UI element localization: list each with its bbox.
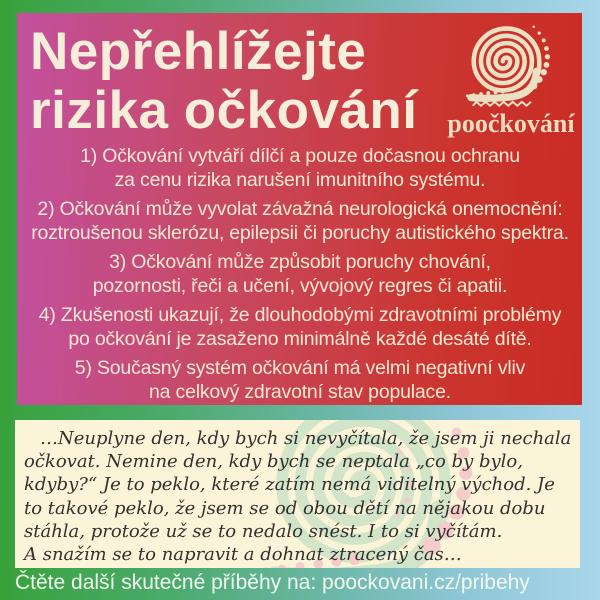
testimonial-line-2: očkovat. Nemine den, kdy bych se neptala „co by bylo,	[24, 451, 523, 473]
testimonial-line-6: A snažím se to napravit a dohnat ztracený čas…	[24, 544, 462, 566]
risk-point-5-line-1: 5) Současný systém očkování má velmi negativní vliv	[74, 357, 526, 379]
risk-point-3-line-2: pozornosti, řeči a učení, vývojový regres či apatii.	[92, 275, 508, 297]
testimonial-line-4: to takové peklo, že jsem se od obou dětí na nějakou dobu	[24, 497, 546, 519]
title-line-2: rizika očkování	[30, 81, 418, 140]
risk-point-1-line-1: 1) Očkování vytváří dílčí a pouze dočasnou ochranu	[80, 145, 520, 167]
title-line-1: Nepřehlížejte	[30, 22, 367, 81]
risk-point-2-line-2: roztroušenou sklerózu, epilepsii či poruchy autistického spektra.	[31, 222, 569, 244]
risk-point-2-line-1: 2) Očkování může vyvolat závažná neurologická onemocnění:	[37, 198, 563, 220]
footer-label: Čtěte další skutečné příběhy na:	[15, 571, 323, 594]
snail-spiral-icon	[461, 18, 561, 110]
risk-point-5	[0, 356, 600, 404]
testimonial-text	[15, 420, 580, 566]
risk-point-3-line-1: 3) Očkování může způsobit poruchy chování,	[109, 251, 491, 273]
risk-point-4-line-2: po očkování je zasaženo minimálně každé desáté dítě.	[68, 328, 532, 350]
risk-point-1	[0, 144, 600, 192]
risk-point-3	[0, 250, 600, 298]
testimonial-line-3: kdyby?“ Je to peklo, které zatím nemá viditelný východ. Je	[24, 474, 555, 496]
testimonial-line-1: …Neuplyne den, kdy bych si nevyčítala, že jsem ji nechala	[40, 428, 572, 449]
risk-point-2	[0, 197, 600, 245]
risk-points-list	[0, 144, 600, 409]
risk-point-4	[0, 303, 600, 351]
testimonial-panel	[15, 420, 580, 568]
logo	[440, 18, 582, 138]
logo-wordmark: poočkování	[447, 109, 575, 138]
footer-cta	[15, 570, 600, 595]
risk-point-5-line-2: na celkový zdravotní stav populace.	[149, 381, 451, 403]
risk-point-1-line-2: za cenu rizika narušení imunitního systému.	[114, 169, 486, 191]
risk-point-4-line-1: 4) Zkušenosti ukazují, že dlouhodobými zdravotními problémy	[38, 304, 562, 326]
page-title	[30, 22, 418, 140]
footer-link[interactable]: poockovani.cz/pribehy	[322, 571, 530, 594]
testimonial-line-5: stáhla, protože už se to nedalo snést. I to si vyčítám.	[24, 520, 503, 542]
